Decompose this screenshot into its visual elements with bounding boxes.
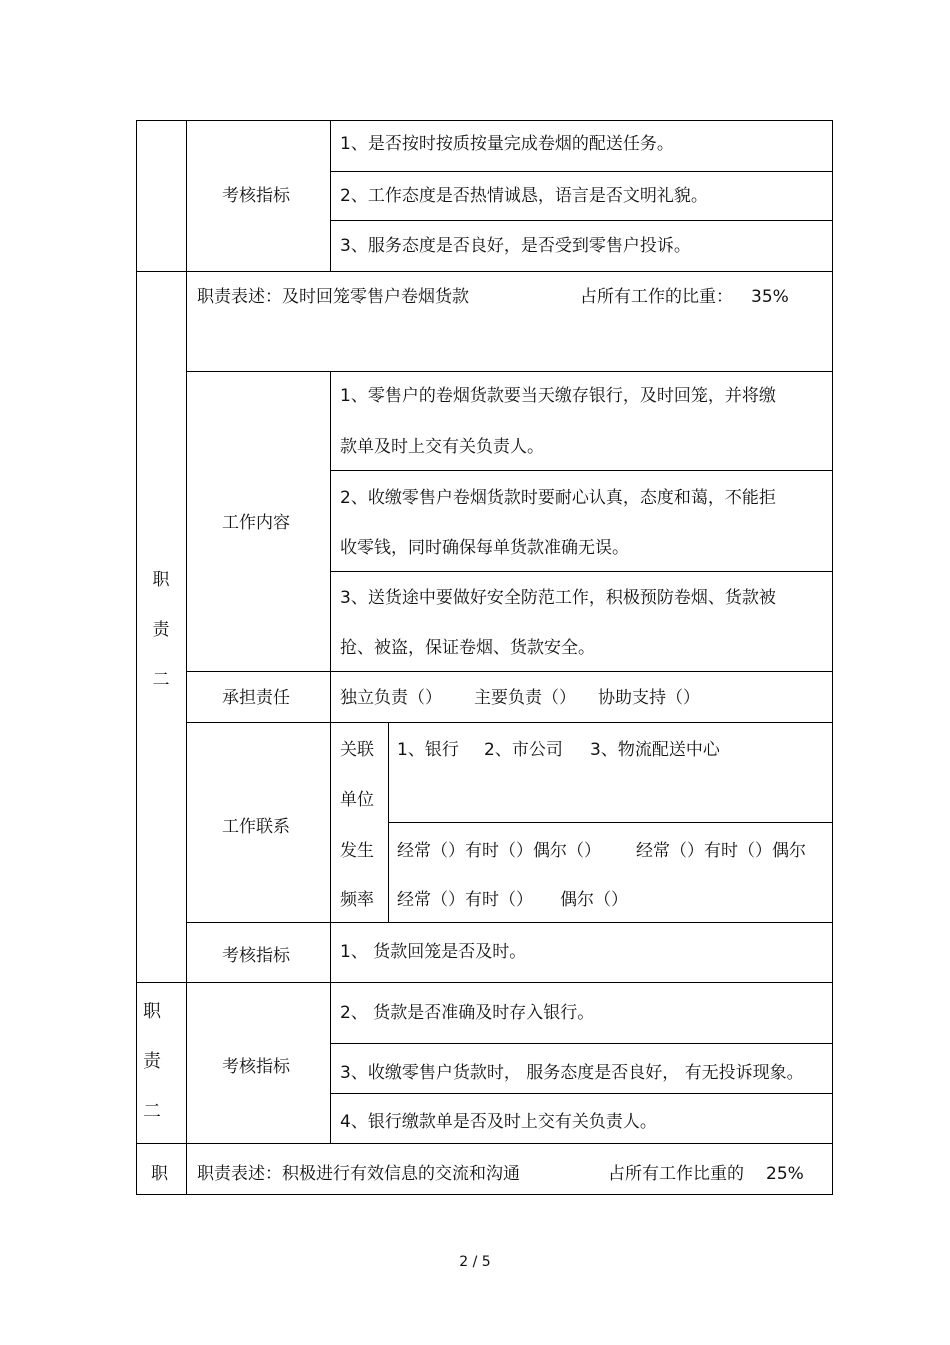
freq-label: 频率 [340, 890, 374, 910]
assessment-item: 1、是否按时按质按量完成卷烟的配送任务。 [340, 134, 674, 154]
units-label: 单位 [340, 790, 374, 810]
unit-item: 2、市公司 [484, 740, 563, 760]
work-content-item: 款单及时上交有关负责人。 [340, 437, 544, 457]
duty-side-label: 职 [143, 1001, 161, 1022]
assessment-item: 1、 货款回笼是否及时。 [340, 942, 527, 962]
assessment-item: 4、银行缴款单是否及时上交有关负责人。 [340, 1112, 657, 1132]
page-number: 2 / 5 [459, 1254, 491, 1270]
unit-item: 1、银行 [397, 740, 459, 760]
work-content-item: 1、零售户的卷烟货款要当天缴存银行，及时回笼，并将缴 [340, 386, 776, 406]
freq-label: 发生 [340, 841, 374, 861]
duty-weight-label: 占所有工作比重的 [608, 1164, 744, 1184]
duty-side-label: 职 [151, 1164, 168, 1184]
duty-side-label: 二 [152, 670, 170, 690]
responsibility-option: 独立负责（） [340, 688, 442, 708]
assessment-label: 考核指标 [222, 186, 290, 206]
assessment-item: 3、服务态度是否良好，是否受到零售户投诉。 [340, 236, 691, 256]
units-label: 关联 [340, 740, 374, 760]
work-contact-label: 工作联系 [222, 817, 290, 837]
freq-options: 经常（）有时（）偶尔（） [397, 841, 601, 861]
responsibility-option: 主要负责（） [474, 688, 576, 708]
freq-options: 经常（）有时（） [397, 890, 533, 910]
responsibility-label: 承担责任 [222, 688, 290, 708]
duty-side-label: 责 [143, 1051, 161, 1072]
responsibility-option: 协助支持（） [598, 688, 700, 708]
freq-options: 偶尔（） [560, 890, 628, 910]
freq-options: 经常（）有时（）偶尔 [636, 841, 806, 861]
duty-description: 职责表述：积极进行有效信息的交流和沟通 [197, 1164, 520, 1184]
duty-weight-value: 25% [766, 1164, 804, 1184]
duty-weight-value: 35% [751, 287, 789, 307]
assessment-label: 考核指标 [222, 1057, 290, 1077]
work-content-item: 2、收缴零售户卷烟货款时要耐心认真，态度和蔼，不能拒 [340, 488, 776, 508]
duty-weight-label: 占所有工作的比重： [580, 287, 733, 307]
duty-description: 职责表述：及时回笼零售户卷烟货款 [197, 287, 469, 307]
assessment-item: 2、 货款是否准确及时存入银行。 [340, 1003, 595, 1023]
duty-side-label: 职 [152, 570, 170, 590]
work-content-label: 工作内容 [222, 513, 290, 533]
duty-side-label: 责 [152, 620, 170, 640]
work-content-item: 抢、被盗，保证卷烟、货款安全。 [340, 638, 595, 658]
assessment-item: 3、收缴零售户货款时， 服务态度是否良好， 有无投诉现象。 [340, 1063, 804, 1083]
work-content-item: 3、送货途中要做好安全防范工作，积极预防卷烟、货款被 [340, 588, 776, 608]
unit-item: 3、物流配送中心 [590, 740, 720, 760]
assessment-item: 2、工作态度是否热情诚恳，语言是否文明礼貌。 [340, 186, 708, 206]
duty-side-label: 二 [143, 1101, 161, 1122]
work-content-item: 收零钱，同时确保每单货款准确无误。 [340, 538, 629, 558]
assessment-label: 考核指标 [222, 946, 290, 966]
